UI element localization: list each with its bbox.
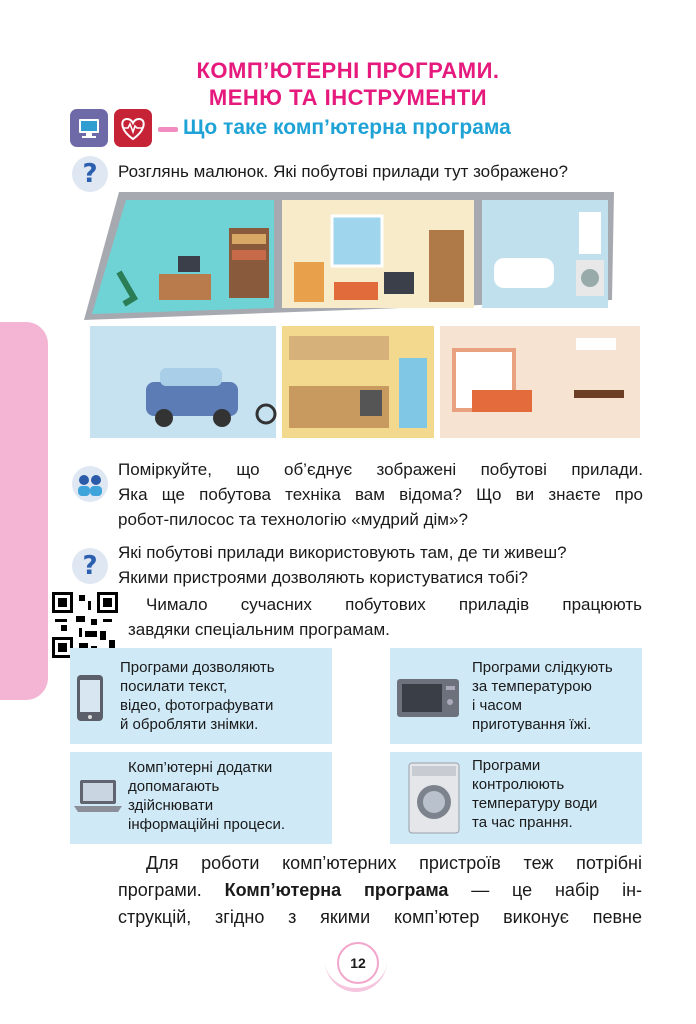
card-smartphone-text <box>120 658 275 734</box>
people-icon <box>72 466 108 502</box>
card-smartphone <box>70 648 332 744</box>
card-line: температуру води <box>472 795 598 812</box>
washing-machine-icon <box>408 762 460 839</box>
card-line: інформаційні процеси. <box>128 816 286 833</box>
definition-text: програми. <box>118 880 225 900</box>
house-illustration <box>84 190 644 440</box>
question-icon: ? <box>72 156 108 192</box>
card-washing-machine <box>390 752 642 844</box>
definition-line2 <box>118 879 642 902</box>
side-tab <box>0 322 48 700</box>
discussion-line2: Яка ще побутова техніка вам відома? Що ви знаєте про <box>118 485 643 504</box>
card-laptop-text <box>128 758 285 834</box>
card-line: контролюють <box>472 776 565 793</box>
card-line: Програми слідкують <box>472 659 613 676</box>
card-line: і часом <box>472 697 522 714</box>
question-text-2-line1: Які побутові прилади використовують там, де ти живеш? <box>118 543 567 562</box>
card-line: Програми <box>472 757 541 774</box>
definition-line1: Для роботи комп’ютерних пристроїв теж потрібні <box>146 853 642 873</box>
discussion-line1: Поміркуйте, що об’єднує зображені побутові прилади. <box>118 460 643 479</box>
card-line: посилати текст, <box>120 678 228 695</box>
question-text-2-line2: Якими пристроями дозволяють користуватися тобі? <box>118 568 529 587</box>
intro-line1: Чимало сучасних побутових приладів працюють <box>146 595 642 614</box>
card-line: здійснювати <box>128 797 214 814</box>
question-text-1: Розглянь малюнок. Які побутові прилади тут зображено? <box>118 162 568 181</box>
card-line: відео, фотографувати <box>120 697 274 714</box>
card-line: Комп’ютерні додатки <box>128 759 273 776</box>
page-title-line2: МЕНЮ ТА ІНСТРУМЕНТИ <box>208 85 488 110</box>
card-line: й обробляти знімки. <box>120 716 259 733</box>
definition-line3: струкцій, згідно з якими комп’ютер виконує певне <box>118 907 642 927</box>
card-laptop <box>70 752 332 844</box>
microwave-icon <box>396 678 460 723</box>
card-washing-machine-text <box>472 756 597 832</box>
definition-text: — це набір ін- <box>448 880 643 900</box>
smartphone-icon <box>76 674 104 727</box>
card-line: Програми дозволяють <box>120 659 275 676</box>
card-line: за температурою <box>472 678 592 695</box>
subtitle-dash <box>158 127 178 132</box>
card-line: допомагають <box>128 778 220 795</box>
page-number: 12 <box>337 942 379 984</box>
card-line: приготування їжі. <box>472 716 592 733</box>
page-title-line1: КОМП’ЮТЕРНІ ПРОГРАМИ. <box>196 58 500 83</box>
card-line: та час прання. <box>472 814 573 831</box>
heart-pulse-icon <box>114 109 152 147</box>
question-icon-2: ? <box>72 548 108 584</box>
intro-line2: завдяки спеціальним програмам. <box>128 620 390 639</box>
definition-term: Комп’ютерна програма <box>224 880 449 900</box>
card-microwave-text <box>472 658 613 734</box>
card-microwave <box>390 648 642 744</box>
laptop-icon <box>74 778 122 819</box>
computer-icon <box>70 109 108 147</box>
section-subtitle: Що таке комп’ютерна програма <box>183 116 511 139</box>
discussion-line3: робот-пилосос та технологію «мудрий дім»? <box>118 510 468 529</box>
